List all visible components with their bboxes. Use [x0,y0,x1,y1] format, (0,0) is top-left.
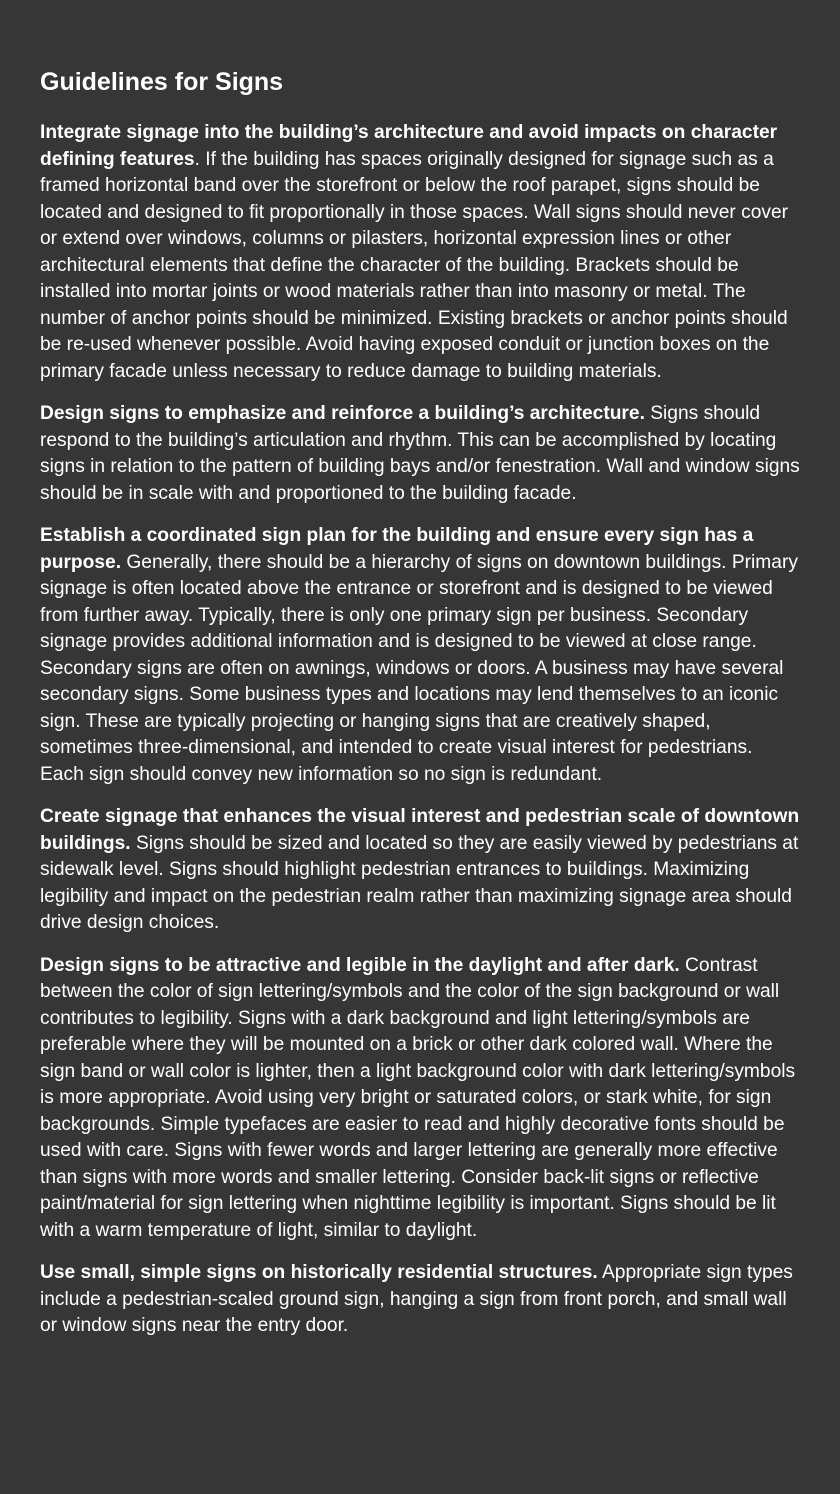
guideline-coordinated-sign-plan [40,523,800,788]
guideline-body: Generally, there should be a hierarchy of signs on downtown buildings. Primary signage is often located above the entrance or storefront and is designed to be viewed from further away. Typically, there is only one primary sign per business. Secondary signage provides additional information and is designed to be viewed at close range. Secondary signs are often on awnings, windows or doors. A business may have several secondary signs. Some business types and locations may lend themselves to an iconic sign. These are typically projecting or hanging signs that are creatively shaped, sometimes three-dimensional, and intended to create visual interest for pedestrians. Each sign should convey new information so no sign is redundant. [40,551,798,785]
guideline-lead: Design signs to be attractive and legible in the daylight and after dark. [40,954,680,976]
guideline-lead: Establish a coordinated sign plan for the building and ensure every sign has a purpose. [40,525,754,573]
guideline-integrate-architecture [40,120,800,385]
guideline-body: Signs should be sized and located so they are easily viewed by pedestrians at sidewalk level. Signs should highlight pedestrian entrances to buildings. Maximizing legibility and impact on the pedestrian realm rather than maximizing signage area should drive design choices. [40,832,799,933]
guideline-residential-structures [40,1260,800,1340]
guideline-legibility [40,953,800,1245]
guideline-emphasize-architecture [40,401,800,507]
guideline-pedestrian-scale [40,804,800,937]
guideline-lead: Integrate signage into the building’s architecture and avoid impacts on character defining features [40,122,778,170]
guideline-body: Contrast between the color of sign lettering/symbols and the color of the sign background or wall contributes to legibility. Signs with a dark background and light lettering/symbols are preferable where they will be mounted on a brick or other dark colored wall. Where the sign band or wall color is lighter, then a light background color with dark lettering/symbols is more appropriate. Avoid using very bright or saturated colors, or stark white, for sign backgrounds. Simple typefaces are easier to read and highly decorative fonts should be used with care. Signs with fewer words and larger lettering are generally more effective than signs with more words and smaller lettering. Consider back-lit signs or reflective paint/material for sign lettering when nighttime legibility is important. Signs should be lit with a warm temperature of light, similar to daylight. [40,954,796,1241]
guideline-lead: Design signs to emphasize and reinforce a building’s architecture. [40,403,645,424]
guideline-lead: Use small, simple signs on historically residential structures. [40,1262,598,1283]
guideline-body: . If the building has spaces originally designed for signage such as a framed horizontal band over the storefront or below the roof parapet, signs should be located and designed to fit proportionally in those spaces. Wall signs should never cover or extend over windows, columns or pilasters, horizontal expression lines or other architectural elements that define the character of the building. Brackets should be installed into mortar joints or wood materials rather than into masonry or metal. The number of anchor points should be minimized. Existing brackets or anchor points should be re-used whenever possible. Avoid having exposed conduit or junction boxes on the primary facade unless necessary to reduce damage to building materials. [40,148,789,382]
guideline-lead: Create signage that enhances the visual interest and pedestrian scale of downtown buildings. [40,806,800,854]
page-title: Guidelines for Signs [40,68,284,96]
guideline-body: Appropriate sign types include a pedestrian-scaled ground sign, hanging a sign from front porch, and small wall or window signs near the entry door. [40,1262,793,1336]
guideline-body: Signs should respond to the building’s articulation and rhythm. This can be accomplished by locating signs in relation to the pattern of building bays and/or fenestration. Wall and window signs should be in scale with and proportioned to the building facade. [40,403,800,504]
